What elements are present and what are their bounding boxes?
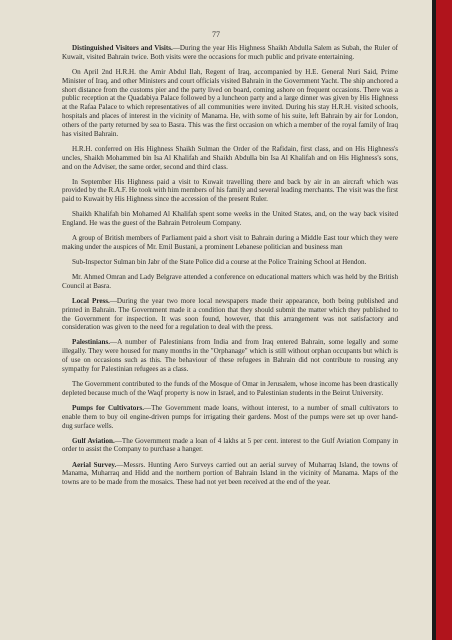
- paragraph: [62, 210, 398, 228]
- paragraph-text: —During the year two more local newspapers made their appearance, both being published and printed in Bahrain. The Government made it a condition that they should submit the matter which they published to the Government for inspection. It was soon found, however, that this arrangement was not satisfactory and consideration was given to the need for a regulation to deal with the press.: [62, 296, 398, 332]
- paragraph-text: —A number of Palestinians from India and from Iraq entered Bahrain, some legally and some illegally. They were housed for many months in the "Orphanage" which is still without orphan occupants but which is of use on occasions such as this. The behaviour of these refugees in Bahrain did not contribute to rousing any sympathy for Palestinian refugees as a class.: [62, 338, 398, 373]
- paragraph-text: H.R.H. conferred on His Highness Shaikh Sulman the Order of the Rafidain, first class, and on His Highness's uncles, Shaikh Mohammed bin Isa Al Khalifah and Shaikh Abdulla bin Isa Al Khalifah and on His Highness's sons, and on the Adviser, the same order, second and third class.: [62, 144, 398, 171]
- paragraph-heading: Aerial Survey.: [72, 460, 117, 469]
- paragraph-text: Shaikh Khalifah bin Mohamed Al Khalifah spent some weeks in the United States, and, on the way back visited England. He was the guest of the Bahrain Petroleum Company.: [62, 210, 398, 228]
- paragraph-text: —The Government made loans, without interest, to a number of small cultivators to enable them to buy oil engine-driven pumps for irrigating their gardens. Most of the pumps were set up over hand-dug surface wells.: [62, 403, 398, 430]
- paragraph-heading: Distinguished Visitors and Visits.: [72, 44, 173, 52]
- paragraph: [62, 461, 398, 488]
- paragraph: [62, 338, 398, 373]
- paragraph: [62, 297, 398, 332]
- paragraph-heading: Palestinians.: [72, 338, 111, 347]
- paragraph: [62, 380, 398, 398]
- page-number: 77: [212, 30, 220, 39]
- paragraph: [62, 437, 398, 455]
- paragraph: [62, 44, 398, 62]
- paragraph-text: The Government contributed to the funds of the Mosque of Omar in Jerusalem, whose income has been drastically depleted because much of the Waqf property is now in Israel, and to Palestinian students in the Beirut University.: [62, 380, 398, 397]
- paragraph-text: On April 2nd H.R.H. the Amir Abdul Ilah, Regent of Iraq, accompanied by H.E. General Nuri Said, Prime Minister of Iraq, and other Ministers and court officials visited Bahrain in the Government Yacht. The ship anchored a short distance from the customs pier and the party lived on board, coming ashore on frequent occasions. There was a public reception at the Quadabiya Palace followed by a luncheon party and a large dinner was given by His Highness at the Rafaa Palace to which representatives of all communities were invited. During his stay H.R.H. visited schools, hospitals and places of interest in the vicinity of Manama. He, with some of his suite, left Bahrain by air for London, others of the party returned by sea to Basra. This was the first occasion on which a member of the royal family of Iraq has visited Bahrain.: [62, 67, 398, 138]
- paragraph-text: —The Government made a loan of 4 lakhs at 5 per cent. interest to the Gulf Aviation Company in order to assist the Company to purchase a hanger.: [62, 436, 398, 454]
- paragraph-text: —During the year His Highness Shaikh Abdulla Salem as Subah, the Ruler of Kuwait, visited Bahrain twice. Both visits were the occasions for much public and private entertaining.: [62, 44, 398, 61]
- paragraph: [62, 68, 398, 139]
- paragraph: [62, 273, 398, 291]
- paragraph-text: —Messrs. Hunting Aero Surveys carried out an aerial survey of Muharraq Island, the towns of Manama, Muharraq and Hidd and the northern portion of Bahrain Island in the vicinity of Manama. Maps of the towns are to be made from the mosaics. These had not yet been received at the end of the year.: [62, 460, 398, 487]
- paragraph: [62, 234, 398, 252]
- red-edge-strip: [436, 0, 452, 640]
- paragraph-heading: Gulf Aviation.: [72, 436, 115, 445]
- page-body: [62, 44, 398, 493]
- paragraph: [62, 404, 398, 431]
- paragraph: [62, 145, 398, 172]
- paragraph: [62, 258, 398, 267]
- paragraph-heading: Local Press.: [72, 296, 110, 305]
- paragraph-text: Sub-Inspector Sulman bin Jabr of the State Police did a course at the Police Training School at Hendon.: [72, 258, 367, 266]
- paragraph-heading: Pumps for Cultivators.: [72, 403, 145, 412]
- paragraph-text: Mr. Ahmed Omran and Lady Belgrave attended a conference on educational matters which was held by the British Council at Basra.: [62, 273, 398, 290]
- paragraph: [62, 178, 398, 205]
- paragraph-text: In September His Highness paid a visit to Kuwait travelling there and back by air in an aircraft which was provided by the R.A.F. He took with him members of his family and several leading merchants. The visit was the first paid to Kuwait by His Highness since the accession of the present Ruler.: [62, 177, 398, 204]
- paragraph-text: A group of British members of Parliament paid a short visit to Bahrain during a Middle East tour which they were making under the auspices of Mr. Emil Bustani, a prominent Lebanese politician and business man: [62, 234, 398, 251]
